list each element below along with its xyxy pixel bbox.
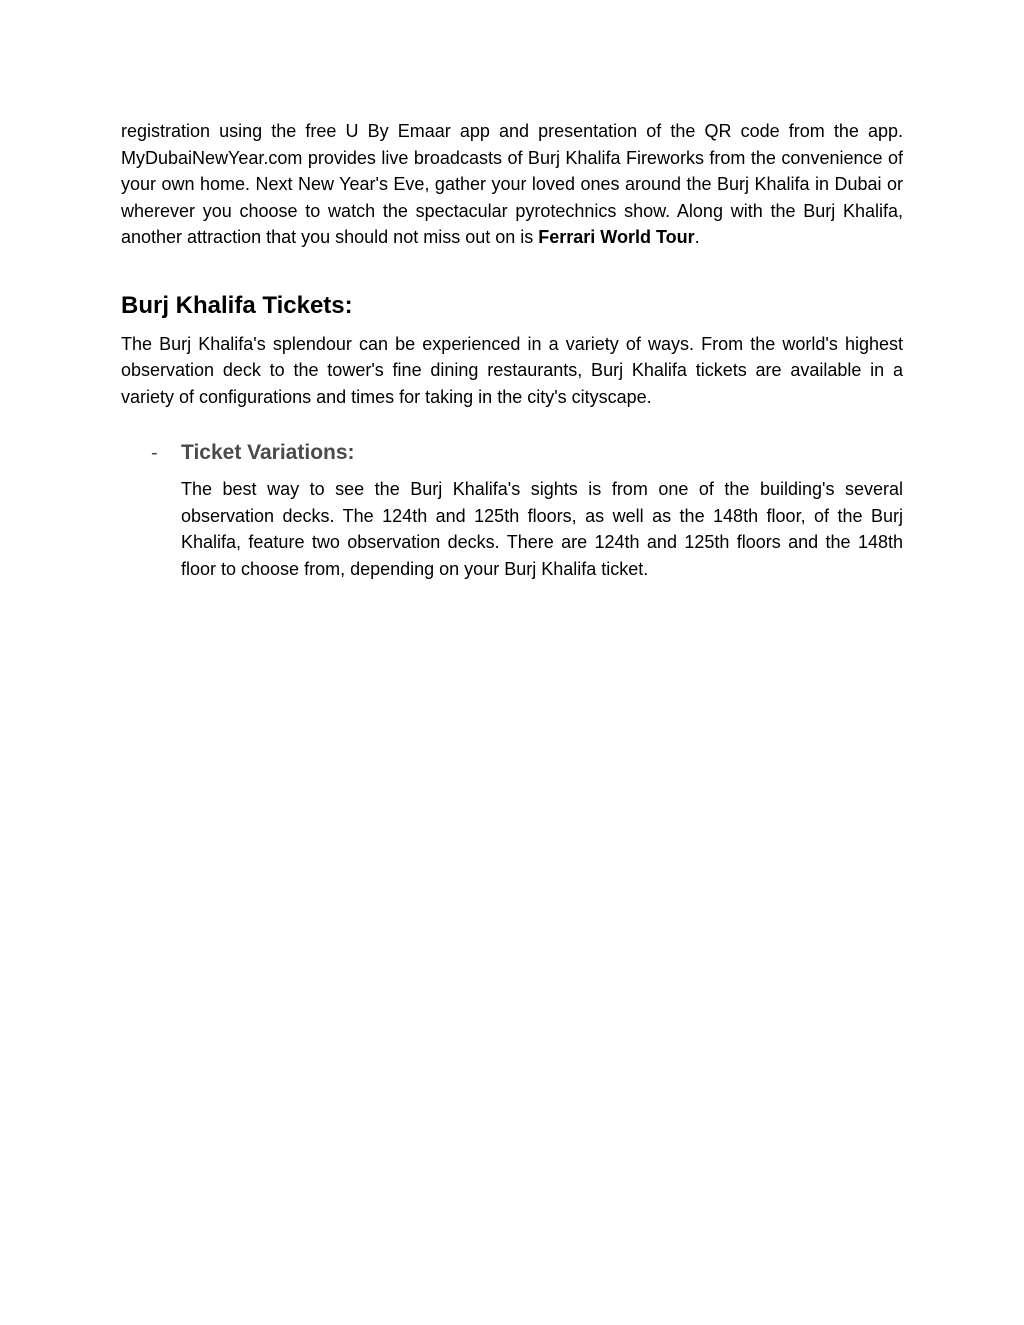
ticket-variations-section: [121, 438, 903, 582]
list-bullet: -: [151, 442, 158, 464]
intro-text: registration using the free U By Emaar app and presentation of the QR code from the app. MyDubaiNewYear.com provides live broadcasts of Burj Khalifa Fireworks from the convenience of your own home. Next New Year's Eve, gather your loved ones around the Burj Khalifa in Dubai or wherever you choose to watch the spectacular pyrotechnics show. Along with the Burj Khalifa, another attraction that you should not miss out on is: [121, 121, 903, 247]
subsection-heading: Ticket Variations:: [181, 441, 355, 464]
section-paragraph: The Burj Khalifa's splendour can be experienced in a variety of ways. From the world's highest observation deck to the tower's fine dining restaurants, Burj Khalifa tickets are available in a variety of configurations and times for taking in the city's cityscape.: [121, 333, 903, 407]
ferrari-world-tour-link[interactable]: Ferrari World Tour: [538, 227, 695, 247]
section-heading: Burj Khalifa Tickets:: [121, 291, 353, 319]
subsection-paragraph: The best way to see the Burj Khalifa's sights is from one of the building's several observation decks. The 124th and 125th floors, as well as the 148th floor, of the Burj Khalifa, feature two observation decks. There are 124th and 125th floors and the 148th floor to choose from, depending on your Burj Khalifa ticket.: [181, 479, 903, 579]
intro-period: .: [694, 227, 700, 247]
intro-paragraph: [121, 118, 903, 251]
document-page: [121, 118, 903, 582]
